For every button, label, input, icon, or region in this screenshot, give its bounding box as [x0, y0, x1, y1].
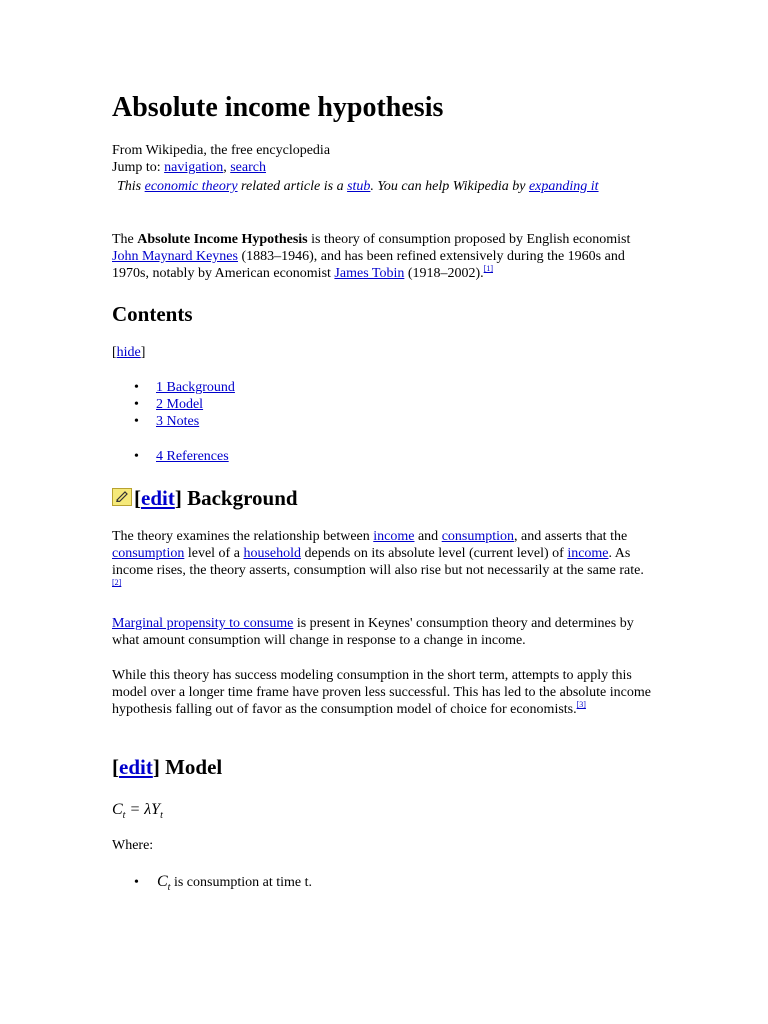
intro-paragraph — [112, 231, 652, 282]
intro-text-4: (1918–2002). — [404, 266, 484, 281]
intro-text-1: The — [112, 232, 138, 247]
consumption-link[interactable]: consumption — [441, 529, 515, 544]
mpc-link[interactable]: Marginal propensity to consume — [112, 616, 294, 631]
edit-background-link[interactable]: edit — [141, 486, 175, 510]
toc-item — [112, 396, 235, 413]
toc-link-notes[interactable]: 3 Notes — [156, 414, 200, 429]
bullet-icon: • — [134, 449, 139, 464]
formula-sub-t-2: t — [160, 810, 163, 822]
bg-p1-text-c: , and asserts that the — [514, 529, 628, 544]
jump-separator: , — [223, 160, 227, 175]
toc-link-model[interactable]: 2 Model — [156, 397, 204, 412]
ref-1-link[interactable]: [1] — [483, 264, 494, 273]
hide-bracket-close: ] — [140, 345, 146, 360]
toc-link-background[interactable]: 1 Background — [156, 380, 235, 395]
consumption-link-2[interactable]: consumption — [112, 546, 185, 561]
toc-item — [112, 379, 235, 396]
page-title: Absolute income hypothesis — [112, 92, 444, 123]
bg-p1-text-e: depends on its absolute level (current level) of — [301, 546, 568, 561]
background-paragraph-1 — [112, 528, 652, 596]
toc-item — [112, 413, 235, 430]
stub-link[interactable]: stub — [347, 179, 371, 194]
stub-notice — [117, 178, 599, 196]
income-link[interactable]: income — [373, 529, 415, 544]
keynes-link[interactable]: John Maynard Keynes — [112, 249, 238, 264]
bg-p1-text-f: . As income rises, the theory asserts, consumption will also rise but not necessarily at the same rate. — [112, 546, 644, 578]
economic-theory-link[interactable]: economic theory — [144, 179, 238, 194]
background-heading — [112, 485, 298, 511]
bullet-icon: • — [134, 397, 139, 412]
ref-3-link[interactable]: [3] — [576, 700, 586, 709]
model-heading — [112, 754, 222, 780]
bullet-icon: • — [134, 414, 139, 429]
stub-text-2: related article is a — [241, 179, 344, 194]
intro-bold-term: Absolute Income Hypothesis — [137, 232, 308, 247]
search-link[interactable]: search — [230, 160, 266, 175]
household-link[interactable]: household — [243, 546, 301, 561]
ref-2-link[interactable]: [2] — [112, 578, 122, 587]
where-label: Where: — [112, 838, 154, 853]
contents-heading: Contents — [112, 302, 193, 326]
income-link-2[interactable]: income — [567, 546, 609, 561]
intro-text-2: is theory of consumption proposed by English economist — [307, 232, 631, 247]
hide-bracket-open: [ — [112, 345, 117, 360]
expanding-it-link[interactable]: expanding it — [528, 179, 599, 194]
bullet-icon: • — [134, 875, 139, 890]
background-paragraph-3 — [112, 667, 652, 718]
toc-list — [112, 379, 235, 465]
edit-bracket-close: ] — [152, 755, 160, 779]
jump-to-line — [112, 159, 266, 177]
hide-link[interactable]: hide — [116, 345, 141, 360]
bg-p2-text: is present in Keynes' consumption theory and determines by what amount consumption will change in response to a change in income. — [112, 616, 634, 648]
formula-c: C — [112, 801, 123, 818]
jump-to-label: Jump to: — [112, 160, 161, 175]
background-heading-text: Background — [187, 486, 298, 510]
edit-bracket-open: [ — [134, 486, 141, 510]
bg-p1-text-d: level of a — [184, 546, 244, 561]
formula-sub-t: t — [122, 810, 126, 822]
bg-p1-text-a: The theory examines the relationship between — [112, 529, 374, 544]
toc-item — [112, 448, 235, 465]
toc-link-references[interactable]: 4 References — [156, 449, 229, 464]
intro-text-3: (1883–1946), and has been refined extensively during the 1960s and 1970s, notably by American economist — [112, 249, 625, 281]
def-c: C — [157, 873, 168, 890]
tobin-link[interactable]: James Tobin — [334, 266, 405, 281]
bg-p1-text-b: and — [414, 529, 442, 544]
edit-bracket-open: [ — [112, 755, 119, 779]
background-paragraph-2 — [112, 615, 652, 649]
model-heading-text: Model — [165, 755, 223, 779]
edit-bracket-close: ] — [174, 486, 182, 510]
navigation-link[interactable]: navigation — [164, 160, 224, 175]
site-subtitle: From Wikipedia, the free encyclopedia — [112, 143, 331, 158]
def-sub-t: t — [167, 881, 171, 893]
pencil-icon — [112, 488, 132, 506]
formula-rhs: = λY — [125, 801, 161, 818]
toc-hide-toggle — [112, 344, 145, 362]
def-text: is consumption at time t. — [170, 875, 312, 890]
model-formula — [112, 801, 163, 821]
bg-p3-text: While this theory has success modeling consumption in the short term, attempts to apply this model over a longer time frame have proven less successful. This has led to the absolute income hypothesis falling out of favor as the consumption model of choice for economists. — [112, 668, 651, 717]
stub-text-3: . You can help Wikipedia by — [370, 179, 526, 194]
edit-model-link[interactable]: edit — [119, 755, 153, 779]
stub-text-1: This — [117, 179, 142, 194]
bullet-icon: • — [134, 380, 139, 395]
